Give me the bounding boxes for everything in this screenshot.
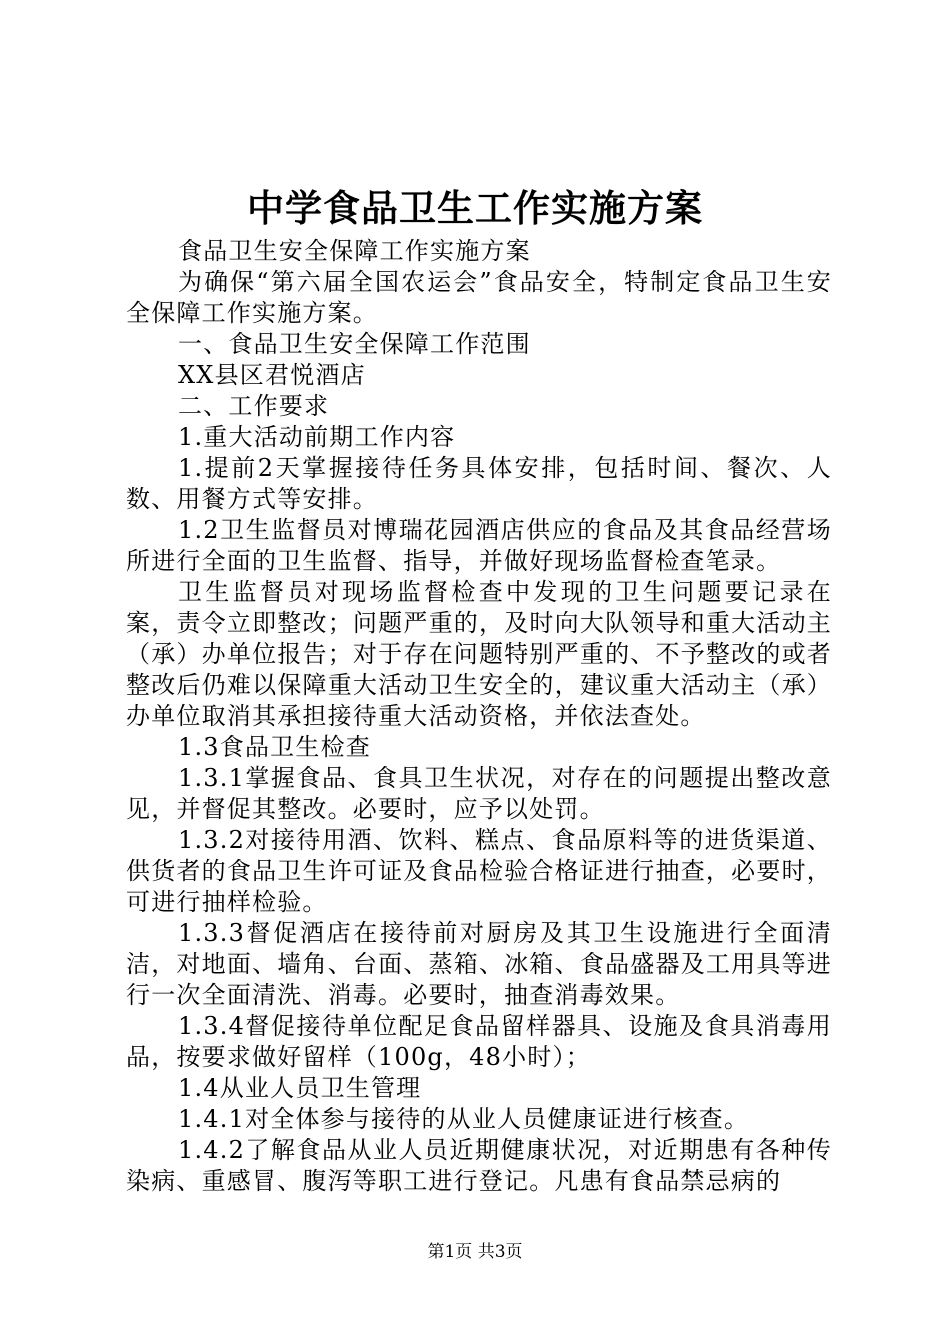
subsection-heading: 1.重大活动前期工作内容 (178, 423, 456, 451)
section-heading: 一、食品卫生安全保障工作范围 (178, 330, 531, 358)
section-heading: 二、工作要求 (178, 392, 330, 420)
document-body (126, 236, 832, 1197)
paragraph: 1.3.3督促酒店在接待前对厨房及其卫生设施进行全面清洁，对地面、墙角、台面、蒸箱、冰箱、食品盛器及工用具等进行一次全面清洗、消毒。必要时，抽查消毒效果。 (126, 919, 832, 1009)
subsection-heading: 1.4从业人员卫生管理 (178, 1074, 422, 1102)
paragraph: 1.3.2对接待用酒、饮料、糕点、食品原料等的进货渠道、供货者的食品卫生许可证及食品检验合格证进行抽查，必要时，可进行抽样检验。 (126, 826, 832, 916)
paragraph: XX县区君悦酒店 (178, 361, 366, 389)
paragraph: 1.2卫生监督员对博瑞花园酒店供应的食品及其食品经营场所进行全面的卫生监督、指导，并做好现场监督检查笔录。 (126, 516, 832, 575)
paragraph: 为确保“第六届全国农运会”食品安全，特制定食品卫生安全保障工作实施方案。 (126, 268, 832, 327)
page-footer: 第1页 共3页 (427, 1242, 523, 1262)
paragraph: 1.4.2了解食品从业人员近期健康状况，对近期患有各种传染病、重感冒、腹泻等职工进行登记。凡患有食品禁忌病的 (126, 1136, 832, 1195)
document-title: 中学食品卫生工作实施方案 (247, 186, 703, 230)
paragraph: 1.4.1对全体参与接待的从业人员健康证进行核查。 (178, 1105, 750, 1133)
paragraph: 1.提前2天掌握接待任务具体安排，包括时间、餐次、人数、用餐方式等安排。 (126, 454, 832, 513)
subsection-heading: 1.3食品卫生检查 (178, 733, 371, 761)
paragraph: 1.3.4督促接待单位配足食品留样器具、设施及食具消毒用品，按要求做好留样（100g，48小时）； (126, 1012, 832, 1071)
paragraph: 食品卫生安全保障工作实施方案 (178, 237, 531, 265)
paragraph: 1.3.1掌握食品、食具卫生状况，对存在的问题提出整改意见，并督促其整改。必要时，应予以处罚。 (126, 764, 832, 823)
paragraph: 卫生监督员对现场监督检查中发现的卫生问题要记录在案，责令立即整改；问题严重的，及时向大队领导和重大活动主（承）办单位报告；对于存在问题特别严重的、不予整改的或者整改后仍难以保障重大活动卫生安全的，建议重大活动主（承）办单位取消其承担接待重大活动资格，并依法查处。 (126, 578, 832, 730)
